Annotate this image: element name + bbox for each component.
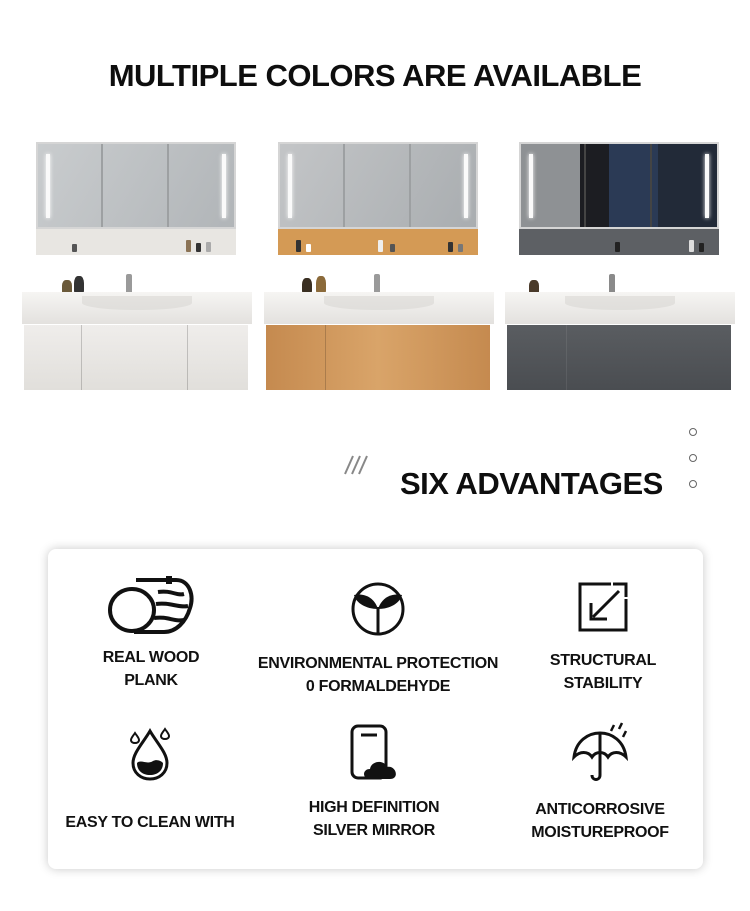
open-shelf bbox=[519, 229, 719, 255]
leaf-sprout-icon bbox=[348, 579, 408, 639]
feature-line1: ANTICORROSIVE bbox=[535, 801, 665, 818]
feature-line2: 0 FORMALDEHYDE bbox=[305, 678, 451, 695]
feature-line1: EASY TO CLEAN WITH bbox=[65, 814, 235, 831]
advantages-card bbox=[48, 549, 703, 869]
product-gray-vanity bbox=[505, 140, 735, 395]
open-shelf bbox=[278, 229, 478, 255]
feature-line2: STABILITY bbox=[563, 675, 643, 692]
slash-decoration-icon bbox=[343, 455, 369, 475]
structure-arrow-icon bbox=[577, 581, 629, 633]
feature-structural bbox=[473, 581, 733, 695]
vanity-cabinet bbox=[24, 325, 248, 390]
mirror-cloud-icon bbox=[344, 723, 404, 783]
feature-line1: STRUCTURAL bbox=[549, 652, 657, 669]
dots-decoration bbox=[689, 428, 699, 498]
product-white-vanity bbox=[22, 140, 252, 395]
vanity-cabinet bbox=[507, 325, 731, 390]
water-drop-icon bbox=[125, 725, 175, 781]
feature-line2: SILVER MIRROR bbox=[312, 822, 436, 839]
advantages-title: SIX ADVANTAGES bbox=[400, 466, 663, 501]
vanity-cabinet bbox=[266, 325, 490, 390]
mirror-cabinet bbox=[36, 142, 236, 229]
feature-easy-clean bbox=[20, 725, 280, 834]
feature-line1: ENVIRONMENTAL PROTECTION bbox=[257, 655, 499, 672]
mirror-cabinet bbox=[278, 142, 478, 229]
open-shelf bbox=[36, 229, 236, 255]
feature-environmental bbox=[248, 579, 508, 698]
feature-anticorrosive bbox=[470, 721, 730, 844]
feature-line2: MOISTUREPROOF bbox=[531, 824, 669, 841]
feature-line1: REAL WOOD bbox=[102, 649, 200, 666]
wood-log-icon bbox=[106, 574, 196, 638]
product-wood-vanity bbox=[264, 140, 494, 395]
page-title: MULTIPLE COLORS ARE AVAILABLE bbox=[108, 58, 642, 93]
umbrella-rain-icon bbox=[568, 721, 632, 785]
feature-line2: PLANK bbox=[124, 672, 178, 689]
feature-real-wood bbox=[21, 574, 281, 692]
feature-line1: HIGH DEFINITION bbox=[308, 799, 440, 816]
mirror-cabinet bbox=[519, 142, 719, 229]
product-gallery bbox=[0, 140, 750, 395]
feature-silver-mirror bbox=[244, 723, 504, 842]
